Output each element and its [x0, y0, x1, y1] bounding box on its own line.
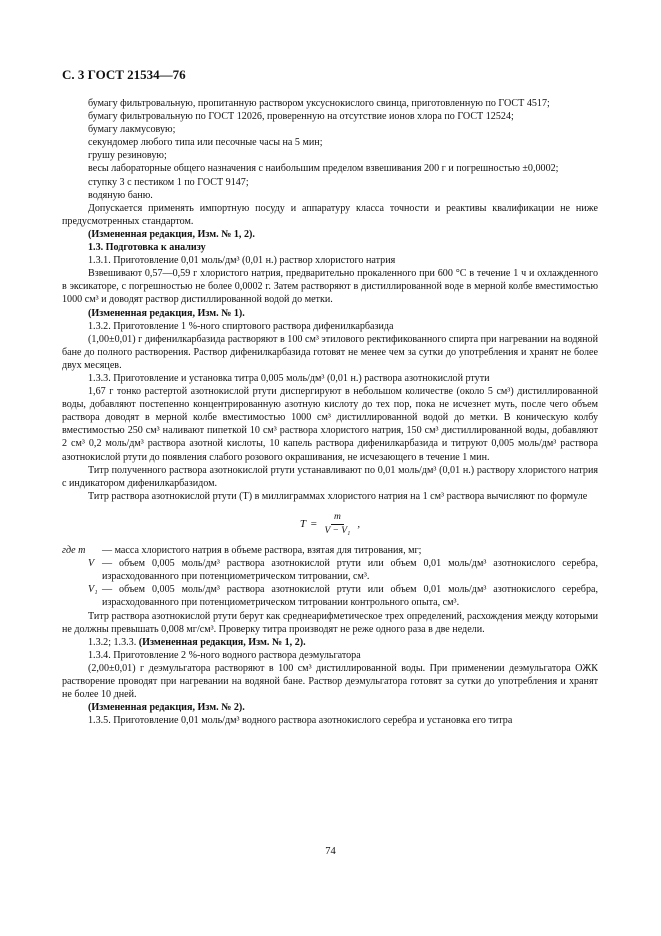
document-body — [62, 97, 598, 727]
formula-tail: , — [357, 517, 361, 530]
subsection-heading: 1.3.5. Приготовление 0,01 моль/дм³ водного раствора азотнокислого серебра и установка его титра — [88, 715, 513, 727]
formula — [62, 511, 598, 538]
paragraph: Допускается применять импортную посуду и аппаратуру класса точности и реактивы квалификации не ниже предусмотренных стандартом. — [62, 202, 598, 227]
list-item: бумагу лакмусовую; — [88, 124, 176, 136]
list-item: ступку 3 с пестиком 1 по ГОСТ 9147; — [88, 176, 249, 188]
section-heading: 1.3. Подготовка к анализу — [88, 242, 206, 254]
paragraph: (1,00±0,01) г дифенилкарбазида растворяют в 100 см³ этилового ректификованного спирта при нагревании на водяной бане до полного растворения. Раствор дифенилкарбазида готовят не менее чем за сутки до употребления и хранят не более двух месяцев. — [62, 333, 598, 371]
paragraph: Взвешивают 0,57—0,59 г хлористого натрия, предварительно прокаленного при 600 °С в течение 1 ч и охлажденного в эксикаторе, с погрешностью не более 0,0002 г. Затем растворяют в дистиллированной воде в мерной колбе вместимостью 1000 см³ и доводят раствор дистиллированной водой до метки. — [62, 268, 598, 306]
formula-definitions — [62, 544, 598, 609]
amendment-note: (Измененная редакция, Изм. № 1). — [88, 307, 245, 319]
formula-numerator: m — [331, 511, 344, 525]
amendment-note: (Измененная редакция, Изм. № 2). — [88, 702, 245, 714]
definition-text: — масса хлористого натрия в объеме раствора, взятая для титрования, мг; — [102, 545, 422, 557]
formula-lhs: T — [299, 517, 307, 530]
paragraph: Титр раствора азотнокислой ртути берут как среднеарифметическое трех определений, расхождения между которыми не должны превышать 0,008 мг/см³. Проверку титра производят не реже одного раза в две недели. — [62, 610, 598, 635]
list-item: водяную баню. — [88, 189, 153, 201]
paragraph: 1,67 г тонко растертой азотнокислой ртути диспергируют в небольшом количестве (около 5 см³) дистиллированной воды, добавляют постепенно концентрированную азотную кислоту до тех пор, пока не исчезнет муть, после чего объем раствора доводят в мерной колбе вместимостью 1000 см³ дистиллированной водой до метки. В коническую колбу вместимостью 250 см³ наливают пипеткой 10 см³ раствора хлористого натрия, 150 см³ дистиллированной воды, добавляют 2 см³ 0,2 моль/дм³ раствора азотной кислоты, 10 капель раствора дифенилкарбазида и титруют 0,005 моль/дм³ раствора азотнокислой ртути до появления слабого розового окрашивания, не исчезающего в течение 1 мин. — [62, 386, 598, 463]
definition-symbol: где m — [62, 545, 86, 557]
page-number: 74 — [325, 846, 336, 857]
amendment-line — [62, 636, 598, 649]
page-header: С. 3 ГОСТ 21534—76 — [62, 67, 186, 82]
paragraph: (2,00±0,01) г деэмульгатора растворяют в 100 см³ дистиллированной воды. При применении деэмульгатора ОЖК растворение проводят при нагревании на водяной бане. Раствор деэмульгатора готовят за сутки до употребления и хранят не более 10 дней. — [62, 662, 598, 701]
amendment-note: (Измененная редакция, Изм. № 1, 2). — [138, 636, 306, 648]
list-item: бумагу фильтровальную по ГОСТ 12026, проверенную на отсутствие ионов хлора по ГОСТ 12524; — [88, 111, 514, 123]
definition-text: — объем 0,005 моль/дм³ раствора азотнокислой ртути или объем 0,01 моль/дм³ азотнокислого серебра, израсходованного при потенциометрическом титровании контрольного опыта, см³. — [102, 584, 598, 609]
formula-fraction — [321, 511, 353, 538]
definition-symbol: V₁ — [88, 584, 98, 596]
formula-denominator: V − V₁ — [324, 526, 351, 536]
definition-text: — объем 0,005 моль/дм³ раствора азотнокислой ртути или объем 0,01 моль/дм³ азотнокислого серебра, израсходованного при потенциометрическом титровании, см³. — [102, 558, 598, 583]
amendment-note: (Измененная редакция, Изм. № 1, 2). — [88, 228, 255, 240]
paragraph: Титр полученного раствора азотнокислой ртути устанавливают по 0,01 моль/дм³ (0,01 н.) раствору хлористого натрия с индикатором дифенилкарбазидом. — [62, 464, 598, 489]
list-item: бумагу фильтровальную, пропитанную раствором уксуснокислого свинца, приготовленную по ГОСТ 4517; — [88, 98, 550, 109]
paragraph: Титр раствора азотнокислой ртути (T) в миллиграммах хлористого натрия на 1 см³ раствора вычисляют по формуле — [88, 490, 588, 502]
list-item: весы лабораторные общего назначения с наибольшим пределом взвешивания 200 г и погрешностью ±0,0002; — [88, 163, 559, 175]
list-item: грушу резиновую; — [88, 150, 167, 162]
clause-refs: 1.3.2; 1.3.3. — [88, 636, 137, 648]
subsection-heading: 1.3.3. Приготовление и установка титра 0,005 моль/дм³ (0,01 н.) раствора азотнокислой ртути — [88, 372, 490, 384]
subsection-heading: 1.3.2. Приготовление 1 %-ного спиртового раствора дифенилкарбазида — [88, 320, 394, 332]
subsection-heading: 1.3.1. Приготовление 0,01 моль/дм³ (0,01 н.) раствор хлористого натрия — [88, 255, 396, 267]
subsection-heading: 1.3.4. Приготовление 2 %-ного водного раствора деэмульгатора — [88, 649, 361, 661]
definition-symbol: V — [88, 558, 95, 570]
list-item: секундомер любого типа или песочные часы на 5 мин; — [88, 137, 323, 149]
formula-equals: = — [310, 517, 318, 530]
